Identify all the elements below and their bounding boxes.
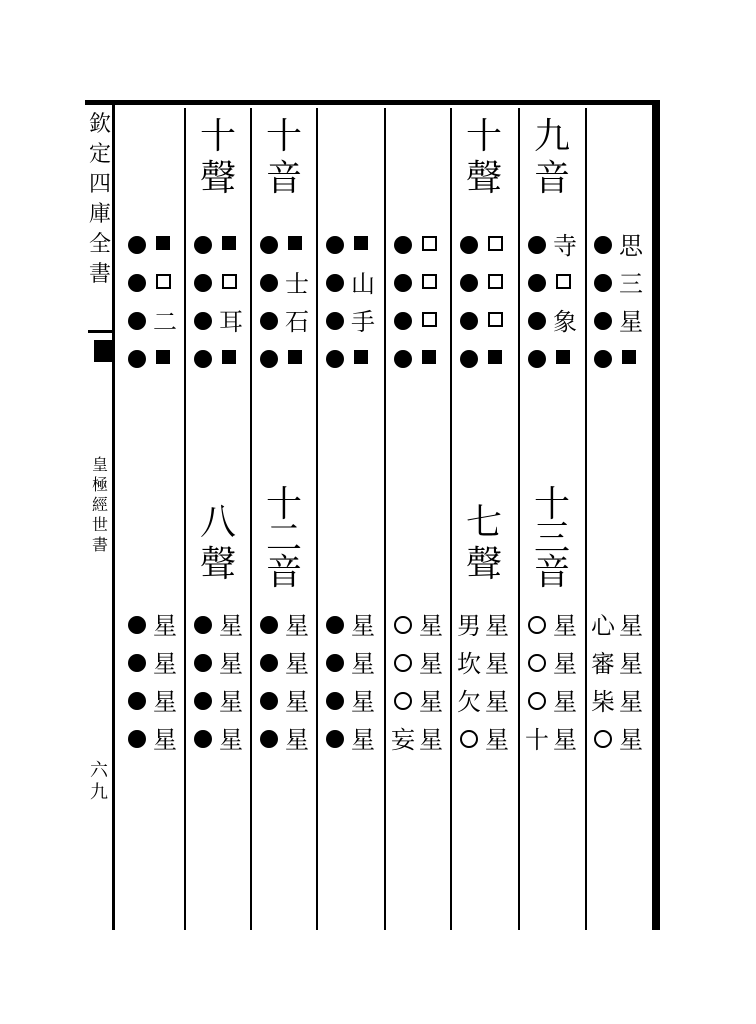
character: 星 — [485, 726, 509, 754]
tone-dot-marker — [194, 654, 212, 672]
filled-square-marker — [156, 236, 170, 250]
table-cell — [586, 648, 650, 682]
tone-dot-marker — [326, 730, 344, 748]
table-cell — [252, 686, 316, 720]
character: 十 — [525, 726, 549, 754]
tone-dot-marker — [326, 236, 344, 254]
table-column — [386, 110, 450, 930]
filled-square-marker — [288, 236, 302, 250]
table-cell — [452, 306, 516, 340]
empty-square-marker — [422, 274, 437, 289]
tone-dot-marker — [260, 730, 278, 748]
character: 星 — [619, 726, 643, 754]
tone-dot-marker — [260, 312, 278, 330]
tone-dot-marker — [260, 350, 278, 368]
table-cell — [520, 724, 584, 758]
character: 枈 — [591, 688, 615, 716]
table-column — [120, 110, 184, 930]
character: 寺 — [553, 232, 577, 260]
character: 石 — [285, 308, 309, 336]
table-cell — [386, 230, 450, 264]
tone-dot-marker — [194, 312, 212, 330]
character: 星 — [219, 688, 243, 716]
table-cell — [520, 686, 584, 720]
character: 星 — [419, 612, 443, 640]
tone-dot-marker — [260, 274, 278, 292]
table-cell — [186, 230, 250, 264]
character: 二 — [153, 308, 177, 336]
tone-dot-marker — [594, 236, 612, 254]
fish-tail-mark — [94, 340, 112, 362]
empty-square-marker — [422, 312, 437, 327]
character: 星 — [553, 688, 577, 716]
table-cell — [386, 268, 450, 302]
character: 星 — [619, 650, 643, 678]
character: 三 — [619, 270, 643, 298]
tone-dot-marker — [260, 692, 278, 710]
tone-dot-marker — [594, 274, 612, 292]
table-cell — [586, 610, 650, 644]
character: 星 — [619, 688, 643, 716]
filled-square-marker — [354, 350, 368, 364]
empty-square-marker — [488, 312, 503, 327]
table-column — [252, 110, 316, 930]
character: 星 — [285, 612, 309, 640]
table-cell — [520, 648, 584, 682]
character: 星 — [351, 612, 375, 640]
table-cell — [120, 648, 184, 682]
empty-square-marker — [556, 274, 571, 289]
table-cell — [318, 268, 382, 302]
tone-dot-marker — [460, 350, 478, 368]
top-border — [85, 100, 653, 105]
table-cell — [520, 230, 584, 264]
table-cell — [252, 344, 316, 378]
tone-dot-marker — [194, 350, 212, 368]
character: 士 — [285, 270, 309, 298]
table-cell — [318, 724, 382, 758]
empty-circle-marker — [594, 730, 612, 748]
tone-dot-marker — [326, 274, 344, 292]
table-column — [318, 110, 382, 930]
column-header: 七 聲 — [465, 502, 502, 585]
character: 星 — [485, 650, 509, 678]
character: 星 — [285, 650, 309, 678]
character: 男 — [457, 612, 481, 640]
table-cell — [386, 306, 450, 340]
empty-square-marker — [222, 274, 237, 289]
character: 星 — [219, 612, 243, 640]
table-cell — [452, 344, 516, 378]
table-cell — [318, 306, 382, 340]
table-cell — [186, 724, 250, 758]
column-header: 十 三 音 — [533, 484, 570, 593]
table-cell — [386, 648, 450, 682]
table-cell — [318, 344, 382, 378]
tone-dot-marker — [326, 350, 344, 368]
character: 星 — [553, 650, 577, 678]
tone-dot-marker — [528, 350, 546, 368]
table-cell — [252, 306, 316, 340]
table-cell — [452, 686, 516, 720]
empty-circle-marker — [394, 616, 412, 634]
character: 星 — [153, 650, 177, 678]
tone-dot-marker — [460, 236, 478, 254]
tone-dot-marker — [128, 616, 146, 634]
tone-dot-marker — [394, 236, 412, 254]
character: 星 — [153, 688, 177, 716]
table-cell — [120, 724, 184, 758]
tone-dot-marker — [326, 616, 344, 634]
tone-dot-marker — [460, 312, 478, 330]
empty-square-marker — [156, 274, 171, 289]
tone-dot-marker — [194, 274, 212, 292]
tone-dot-marker — [326, 654, 344, 672]
table-column — [452, 110, 516, 930]
table-cell — [452, 724, 516, 758]
table-cell — [520, 306, 584, 340]
character: 星 — [485, 688, 509, 716]
table-cell — [186, 648, 250, 682]
table-cell — [520, 268, 584, 302]
table-cell — [252, 724, 316, 758]
empty-square-marker — [422, 236, 437, 251]
table-cell — [586, 686, 650, 720]
character: 星 — [351, 688, 375, 716]
empty-circle-marker — [394, 692, 412, 710]
tone-dot-marker — [260, 654, 278, 672]
character: 星 — [153, 612, 177, 640]
empty-square-marker — [488, 236, 503, 251]
column-header: 十 音 — [265, 116, 302, 199]
column-header: 十 二 音 — [265, 484, 302, 593]
column-header: 十 聲 — [199, 116, 236, 199]
character: 思 — [619, 232, 643, 260]
table-cell — [520, 610, 584, 644]
table-cell — [386, 610, 450, 644]
filled-square-marker — [156, 350, 170, 364]
tone-dot-marker — [194, 730, 212, 748]
empty-circle-marker — [528, 692, 546, 710]
filled-square-marker — [422, 350, 436, 364]
character: 星 — [619, 308, 643, 336]
tone-dot-marker — [128, 730, 146, 748]
character: 星 — [351, 726, 375, 754]
table-cell — [318, 686, 382, 720]
filled-square-marker — [622, 350, 636, 364]
filled-square-marker — [288, 350, 302, 364]
table-cell — [586, 344, 650, 378]
tone-dot-marker — [194, 692, 212, 710]
character: 星 — [219, 726, 243, 754]
table-column — [520, 110, 584, 930]
tone-dot-marker — [128, 654, 146, 672]
character: 坎 — [457, 650, 481, 678]
column-header: 八 聲 — [199, 502, 236, 585]
filled-square-marker — [354, 236, 368, 250]
tone-dot-marker — [260, 616, 278, 634]
tone-dot-marker — [128, 692, 146, 710]
table-column — [186, 110, 250, 930]
table-cell — [186, 686, 250, 720]
table-cell — [452, 610, 516, 644]
tone-dot-marker — [128, 312, 146, 330]
table-cell — [452, 648, 516, 682]
character: 審 — [591, 650, 615, 678]
tone-dot-marker — [128, 350, 146, 368]
table-cell — [386, 724, 450, 758]
tone-dot-marker — [394, 274, 412, 292]
table-cell — [318, 610, 382, 644]
tone-dot-marker — [528, 274, 546, 292]
empty-circle-marker — [528, 654, 546, 672]
table-cell — [186, 268, 250, 302]
table-cell — [186, 306, 250, 340]
table-cell — [586, 268, 650, 302]
character: 星 — [619, 612, 643, 640]
table-cell — [386, 686, 450, 720]
table-cell — [586, 724, 650, 758]
tone-dot-marker — [260, 236, 278, 254]
tone-dot-marker — [128, 236, 146, 254]
gutter-border — [112, 100, 115, 930]
tone-dot-marker — [128, 274, 146, 292]
tone-dot-marker — [594, 312, 612, 330]
character: 妄 — [391, 726, 415, 754]
tone-dot-marker — [194, 236, 212, 254]
table-cell — [186, 344, 250, 378]
tone-dot-marker — [594, 350, 612, 368]
filled-square-marker — [222, 236, 236, 250]
table-cell — [120, 610, 184, 644]
book-title: 欽 定 四 庫 全 書 — [88, 112, 111, 287]
character: 星 — [153, 726, 177, 754]
table-cell — [120, 686, 184, 720]
empty-circle-marker — [460, 730, 478, 748]
table-cell — [452, 268, 516, 302]
filled-square-marker — [222, 350, 236, 364]
character: 星 — [419, 688, 443, 716]
character: 星 — [419, 726, 443, 754]
filled-square-marker — [488, 350, 502, 364]
right-border — [652, 100, 660, 930]
character: 山 — [351, 270, 375, 298]
character: 星 — [553, 726, 577, 754]
filled-square-marker — [556, 350, 570, 364]
table-cell — [386, 344, 450, 378]
gutter-rule — [88, 330, 112, 333]
table-cell — [252, 268, 316, 302]
table-cell — [520, 344, 584, 378]
character: 星 — [351, 650, 375, 678]
table-cell — [318, 648, 382, 682]
character: 欠 — [457, 688, 481, 716]
character: 星 — [485, 612, 509, 640]
character: 星 — [285, 688, 309, 716]
character: 象 — [553, 308, 577, 336]
table-cell — [452, 230, 516, 264]
empty-circle-marker — [528, 616, 546, 634]
tone-dot-marker — [394, 312, 412, 330]
character: 耳 — [219, 308, 243, 336]
table-cell — [586, 230, 650, 264]
table-cell — [120, 306, 184, 340]
empty-square-marker — [488, 274, 503, 289]
table-cell — [120, 344, 184, 378]
table-cell — [120, 268, 184, 302]
table-column — [586, 110, 650, 930]
table-cell — [252, 610, 316, 644]
character: 星 — [219, 650, 243, 678]
tone-dot-marker — [528, 236, 546, 254]
character: 星 — [553, 612, 577, 640]
character: 星 — [419, 650, 443, 678]
empty-circle-marker — [394, 654, 412, 672]
character: 心 — [591, 612, 615, 640]
table-cell — [186, 610, 250, 644]
character: 星 — [285, 726, 309, 754]
table-cell — [586, 306, 650, 340]
table-cell — [252, 230, 316, 264]
tone-dot-marker — [326, 692, 344, 710]
page-number: 六 九 — [90, 760, 108, 803]
tone-dot-marker — [528, 312, 546, 330]
column-header: 十 聲 — [465, 116, 502, 199]
section-title: 皇 極 經 世 書 — [91, 455, 108, 554]
tone-dot-marker — [194, 616, 212, 634]
column-header: 九 音 — [533, 116, 570, 199]
table-cell — [120, 230, 184, 264]
character: 手 — [351, 308, 375, 336]
tone-dot-marker — [394, 350, 412, 368]
table-cell — [252, 648, 316, 682]
table-cell — [318, 230, 382, 264]
tone-dot-marker — [460, 274, 478, 292]
tone-dot-marker — [326, 312, 344, 330]
